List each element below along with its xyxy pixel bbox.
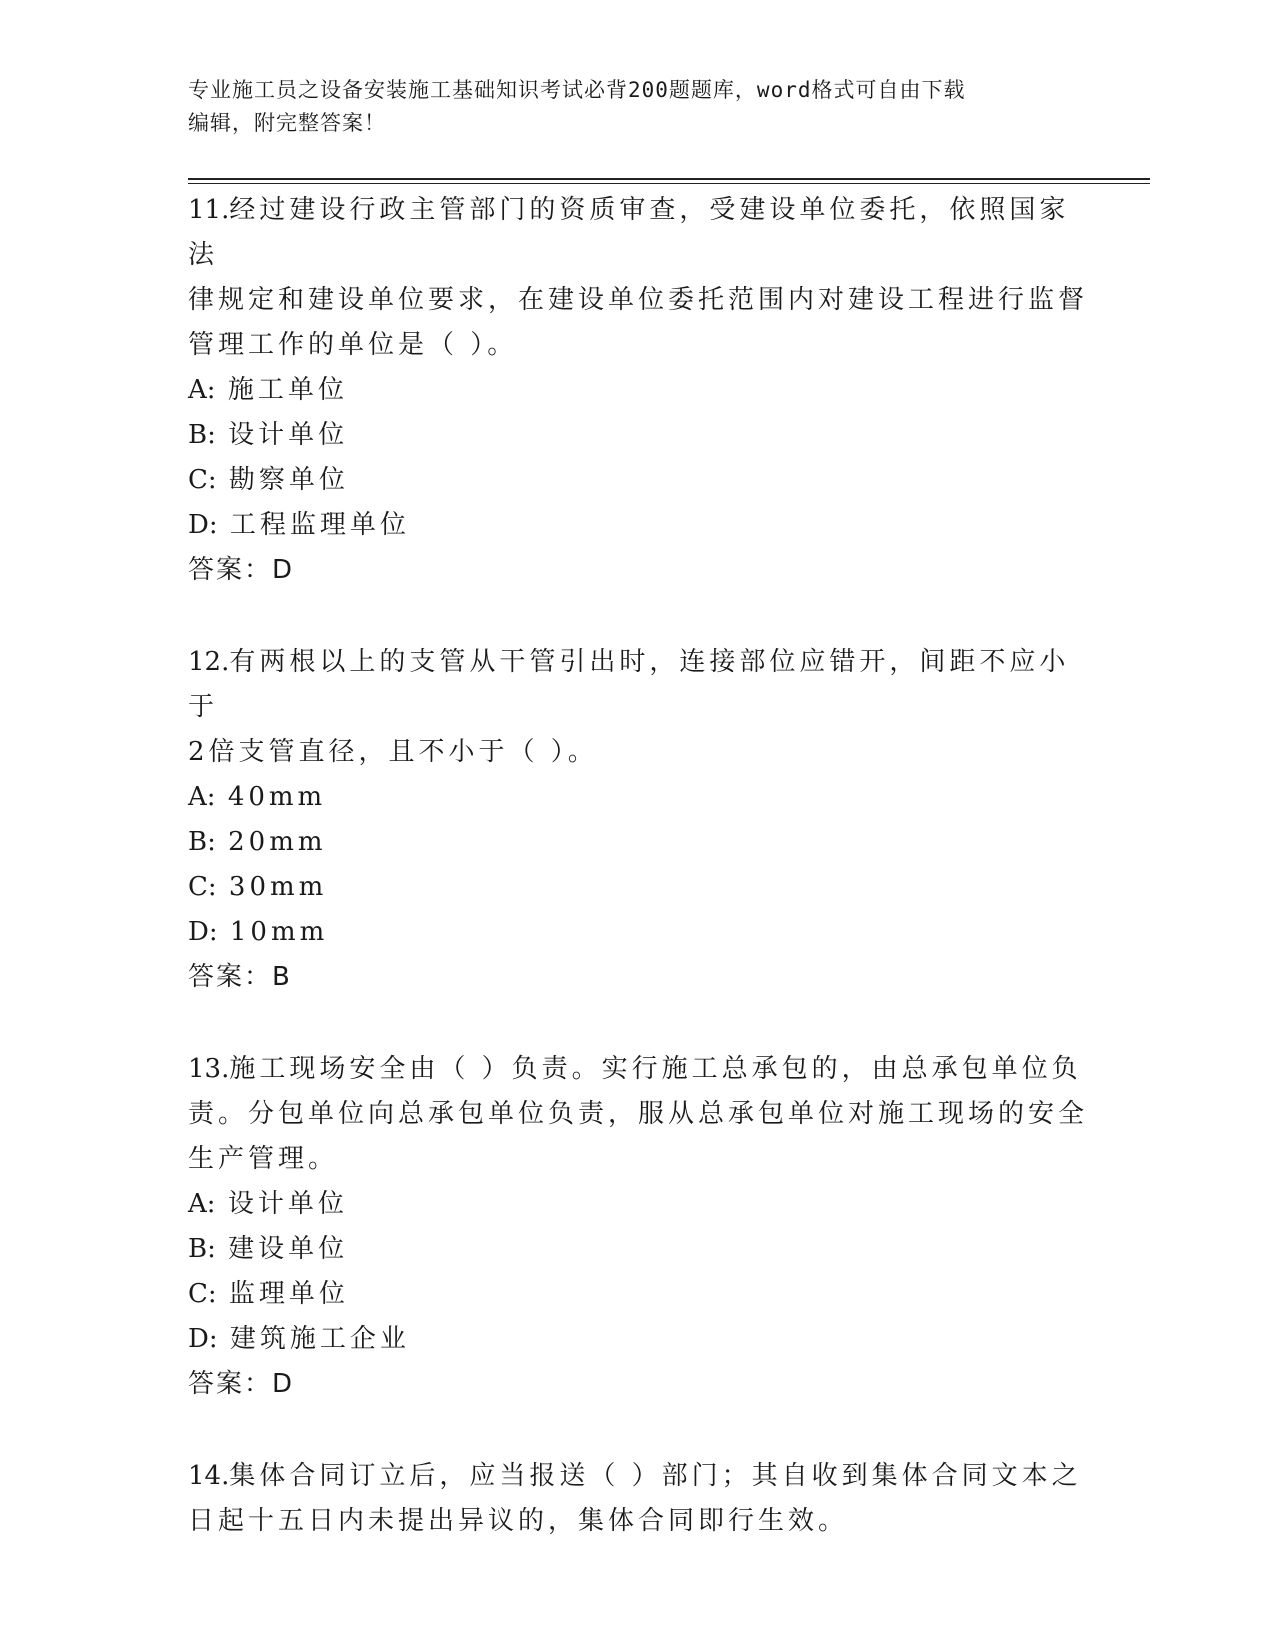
question-stem-line: 责。分包单位向总承包单位负责，服从总承包单位对施工现场的安全 xyxy=(188,1099,1089,1129)
question-stem-line: 14.集体合同订立后，应当报送（ ）部门；其自收到集体合同文本之 xyxy=(188,1461,1082,1491)
option-d: D: 10mm xyxy=(188,917,329,947)
question-number: 13. xyxy=(188,1054,230,1084)
header-divider-thin xyxy=(188,183,1150,184)
question-list xyxy=(188,188,1088,1544)
answer-line: 答案：D xyxy=(188,555,295,585)
option-b: B: 20mm xyxy=(188,827,327,857)
question-12 xyxy=(188,640,1088,1000)
answer-line: 答案：B xyxy=(188,962,292,992)
option-a: A: 设计单位 xyxy=(188,1189,348,1219)
question-stem-line: 日起十五日内未提出异议的，集体合同即行生效。 xyxy=(188,1506,849,1536)
header-title-line-1: 专业施工员之设备安装施工基础知识考试必背200题题库，word格式可自由下载 xyxy=(188,78,966,102)
option-b: B: 设计单位 xyxy=(188,420,349,450)
question-stem-line: 生产管理。 xyxy=(188,1144,339,1174)
question-stem-line: 管理工作的单位是（ ）。 xyxy=(188,330,518,360)
option-c: C: 监理单位 xyxy=(188,1279,349,1309)
answer-line: 答案：D xyxy=(188,1369,295,1399)
option-c: C: 30mm xyxy=(188,872,328,902)
question-14 xyxy=(188,1454,1088,1544)
header-divider-thick xyxy=(188,178,1150,180)
question-number: 12. xyxy=(188,647,230,677)
question-stem-line: 13.施工现场安全由（ ）负责。实行施工总承包的，由总承包单位负 xyxy=(188,1054,1082,1084)
document-header xyxy=(188,74,1068,140)
option-b: B: 建设单位 xyxy=(188,1234,349,1264)
option-a: A: 40mm xyxy=(188,782,327,812)
question-stem-line: 2倍支管直径，且不小于（ ）。 xyxy=(188,737,598,767)
question-number: 14. xyxy=(188,1461,230,1491)
option-c: C: 勘察单位 xyxy=(188,465,349,495)
question-number: 11. xyxy=(188,195,230,225)
question-stem-line: 律规定和建设单位要求，在建设单位委托范围内对建设工程进行监督 xyxy=(188,285,1089,315)
question-stem-line: 12.有两根以上的支管从干管引出时，连接部位应错开，间距不应小于 xyxy=(188,647,1070,722)
question-11 xyxy=(188,188,1088,593)
question-stem-line: 11.经过建设行政主管部门的资质审查，受建设单位委托，依照国家法 xyxy=(188,195,1070,270)
option-d: D: 工程监理单位 xyxy=(188,510,410,540)
option-d: D: 建筑施工企业 xyxy=(188,1324,410,1354)
question-13 xyxy=(188,1047,1088,1407)
option-a: A: 施工单位 xyxy=(188,375,348,405)
header-title-line-2: 编辑，附完整答案！ xyxy=(188,111,386,135)
